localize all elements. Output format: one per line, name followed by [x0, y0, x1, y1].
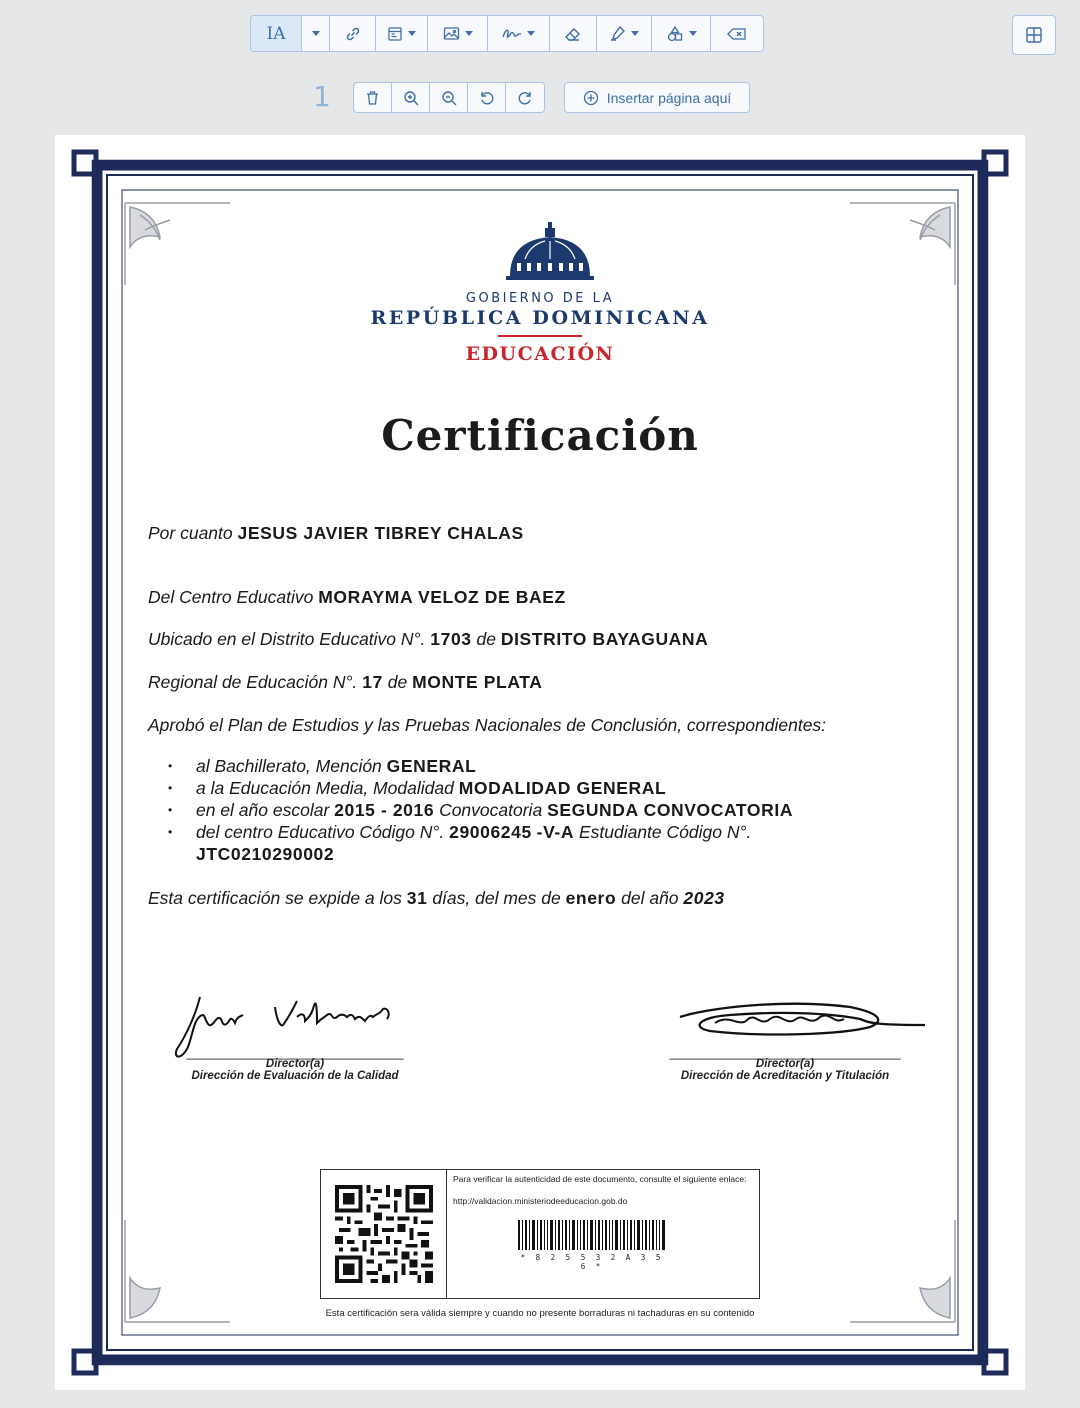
school-year: 2015 - 2016	[334, 800, 435, 820]
rotate-left-button[interactable]	[468, 83, 506, 112]
bullet-label: del centro Educativo Código N°.	[196, 822, 445, 842]
regional-label: Regional de Educación N°.	[148, 672, 358, 692]
shapes-button[interactable]	[652, 16, 711, 51]
study-details-list	[168, 755, 793, 865]
distrito-name: DISTRITO BAYAGUANA	[500, 629, 709, 649]
eraser-icon	[564, 26, 582, 42]
left-signature-block	[165, 1045, 425, 1082]
text-tool-button[interactable]	[251, 16, 302, 51]
convocatoria-label: Convocatoria	[439, 800, 543, 820]
barcode-icon	[518, 1220, 666, 1250]
verification-text: Para verificar la autenticidad de este documento, consulte el siguiente enlace:	[453, 1174, 747, 1184]
verification-url[interactable]: http://validacion.ministeriodeeducacion.gob.do	[453, 1196, 628, 1206]
chevron-down-icon	[631, 31, 639, 36]
rotate-right-icon	[517, 90, 533, 106]
list-item	[168, 799, 793, 821]
bullet-label: en el año escolar	[196, 800, 330, 820]
centro-label: Del Centro Educativo	[148, 587, 314, 607]
eraser-button[interactable]	[550, 16, 597, 51]
signature-line: ________________________________	[669, 1045, 901, 1060]
shapes-icon	[666, 25, 684, 43]
insert-page-label: Insertar página aquí	[606, 89, 732, 106]
chevron-down-icon	[408, 31, 416, 36]
de-label: de	[476, 629, 496, 649]
delete-annotation-button[interactable]	[711, 16, 763, 51]
image-icon	[443, 26, 460, 41]
form-field-button[interactable]	[376, 16, 428, 51]
page-tools	[353, 82, 545, 113]
convocatoria-value: SEGUNDA CONVOCATORIA	[547, 800, 794, 820]
certificate-page	[55, 135, 1025, 1390]
text-tool-dropdown[interactable]	[302, 16, 330, 51]
student-name: JESUS JAVIER TIBREY CHALAS	[237, 523, 524, 543]
issue-month: enero	[565, 888, 617, 908]
verification-box	[320, 1169, 760, 1299]
government-dome-logo	[506, 222, 594, 280]
delete-page-button[interactable]	[354, 83, 392, 112]
por-cuanto-label: Por cuanto	[148, 523, 233, 543]
chevron-down-icon	[689, 31, 697, 36]
grid-icon	[1025, 26, 1043, 44]
validity-note: Esta certificación sera válida siempre y cuando no presente borraduras ni tachaduras en su contenido	[325, 1308, 755, 1319]
link-button[interactable]	[330, 16, 376, 51]
aprobo-line	[148, 715, 826, 736]
student-code: JTC0210290002	[196, 844, 335, 864]
chevron-down-icon	[465, 31, 473, 36]
dias-label: días, del mes de	[432, 888, 561, 908]
image-button[interactable]	[428, 16, 488, 51]
district-line	[148, 629, 708, 650]
expide-label: Esta certificación se expide a los	[148, 888, 402, 908]
left-director-dept: Dirección de Evaluación de la Calidad	[191, 1070, 399, 1082]
signature-button[interactable]	[488, 16, 550, 51]
trash-icon	[365, 90, 380, 106]
link-icon	[344, 25, 362, 43]
list-item	[168, 777, 793, 799]
qr-code-cell	[321, 1170, 447, 1298]
barcode	[517, 1220, 667, 1271]
issue-date-line	[148, 888, 725, 909]
red-divider	[498, 335, 582, 337]
annotation-toolbar	[250, 15, 764, 52]
bullet-label: a la Educación Media, Modalidad	[196, 778, 454, 798]
rotate-right-button[interactable]	[506, 83, 544, 112]
centro-name: MORAYMA VELOZ DE BAEZ	[318, 587, 566, 607]
text-tool-icon: IA	[266, 23, 286, 44]
bullet-label: al Bachillerato, Mención	[196, 756, 382, 776]
bullet-value: GENERAL	[386, 756, 477, 776]
list-item	[168, 821, 793, 865]
list-item	[168, 755, 793, 777]
form-field-icon	[387, 26, 403, 42]
centro-code: 29006245	[449, 822, 532, 842]
student-line	[148, 523, 524, 544]
regional-line	[148, 672, 543, 693]
barcode-digits: * 8 2 5 5 3 2 A 3 5 6 *	[520, 1253, 664, 1271]
zoom-in-icon	[403, 90, 419, 106]
backspace-icon	[727, 27, 747, 41]
centro-code-suffix: -V-A	[536, 822, 575, 842]
highlighter-button[interactable]	[597, 16, 652, 51]
qr-code-icon[interactable]	[335, 1185, 433, 1283]
verification-info	[447, 1170, 759, 1298]
government-header	[55, 287, 1025, 365]
zoom-out-icon	[441, 90, 457, 106]
zoom-in-button[interactable]	[392, 83, 430, 112]
right-director-title: Director(a)	[755, 1058, 815, 1070]
student-code-label: Estudiante Código N°.	[578, 822, 752, 842]
de-label: de	[387, 672, 408, 692]
bullet-value: MODALIDAD GENERAL	[458, 778, 667, 798]
signature-icon	[502, 27, 522, 41]
school-line	[148, 587, 566, 608]
aprobo-text: Aprobó el Plan de Estudios y las Pruebas Nacionales de Conclusión, correspondientes:	[148, 715, 827, 735]
issue-day: 31	[406, 888, 428, 908]
distrito-label: Ubicado en el Distrito Educativo N°.	[148, 629, 426, 649]
insert-page-button[interactable]	[564, 82, 750, 113]
grid-view-button[interactable]	[1012, 15, 1056, 55]
right-signature	[670, 993, 935, 1048]
del-ano-label: del año	[621, 888, 679, 908]
chevron-down-icon	[527, 31, 535, 36]
regional-name: MONTE PLATA	[412, 672, 543, 692]
right-signature-block	[650, 1045, 920, 1082]
issue-year: 2023	[683, 888, 725, 908]
ministry-name: EDUCACIÓN	[465, 343, 615, 365]
highlighter-icon	[609, 25, 626, 42]
zoom-out-button[interactable]	[430, 83, 468, 112]
plus-circle-icon	[583, 90, 599, 106]
gov-line1: GOBIERNO DE LA	[465, 291, 615, 306]
rotate-left-icon	[479, 90, 495, 106]
regional-num: 17	[362, 672, 383, 692]
chevron-down-icon	[312, 31, 320, 36]
distrito-num: 1703	[430, 629, 472, 649]
left-director-title: Director(a)	[265, 1058, 325, 1070]
page-number: 1	[313, 80, 331, 113]
gov-line2: REPÚBLICA DOMINICANA	[370, 307, 710, 329]
signature-line: ______________________________	[186, 1045, 404, 1060]
right-director-dept: Dirección de Acreditación y Titulación	[680, 1070, 890, 1082]
certificate-title: Certificación	[381, 411, 699, 460]
